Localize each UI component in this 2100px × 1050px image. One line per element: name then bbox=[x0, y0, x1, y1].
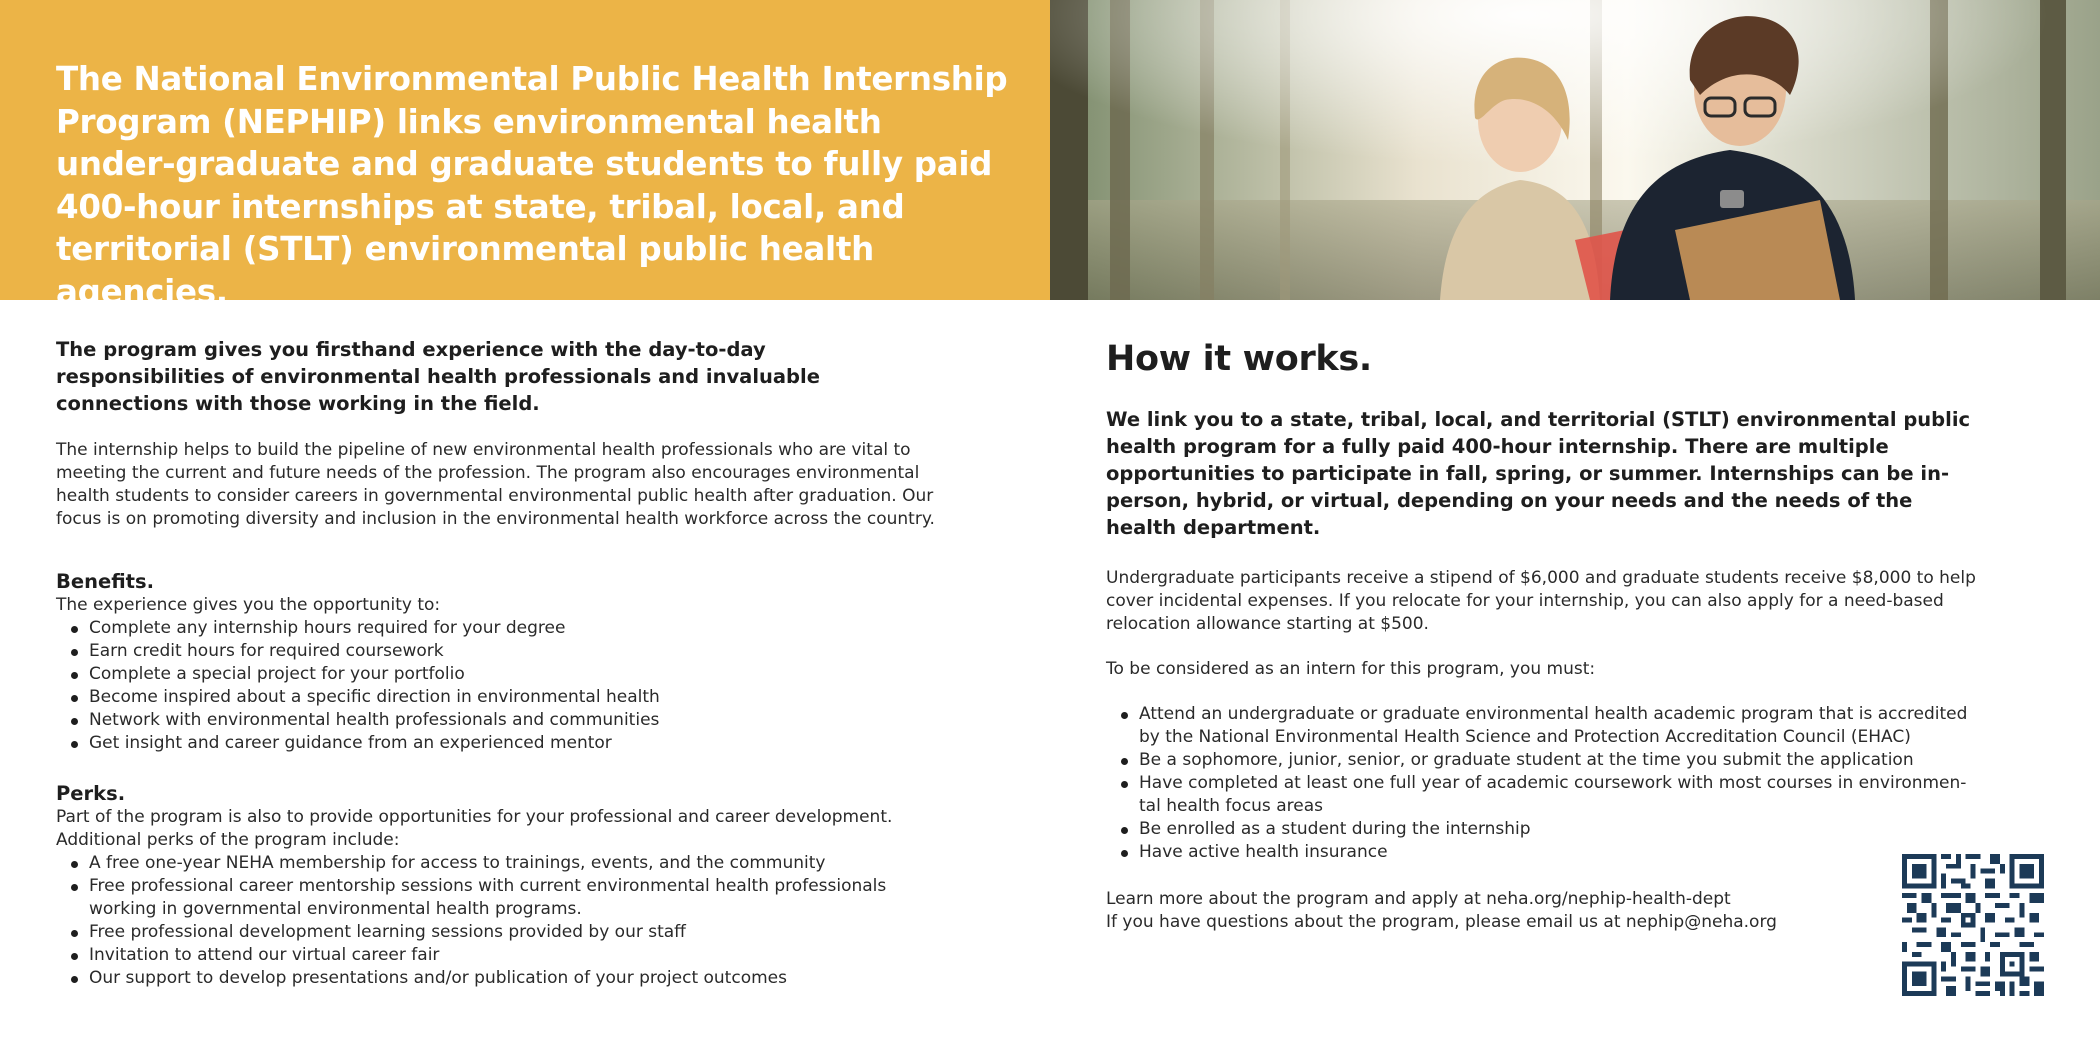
benefits-list bbox=[56, 617, 956, 755]
list-item: Free professional career mentorship sessions with current environmental health professionals working in governmental environmental health programs. bbox=[56, 875, 906, 921]
list-item: Complete any internship hours required for your degree bbox=[56, 617, 956, 640]
how-it-works-intro: We link you to a state, tribal, local, and territorial (STLT) environmental public health program for a fully paid 400-hour internship. There are multiple opportunities to participate in fall, spring, or summer. Internships can be in-person, hybrid, or virtual, depending on your needs and the needs of the health department. bbox=[1106, 408, 1971, 539]
perks-list bbox=[56, 852, 906, 990]
banner-headline: The National Environmental Public Health Internship Program (NEPHIP) links environmental health under-graduate and graduate students to fully paid 400-hour internships at state, tribal, local, and territorial (STLT) environmental public health agencies. bbox=[56, 60, 1008, 311]
learn-more-text: Learn more about the program and apply at neha.org/nephip-health-dept bbox=[1106, 889, 1731, 909]
list-item: Have active health insurance bbox=[1106, 841, 1986, 864]
stipend-text: Undergraduate participants receive a stipend of $6,000 and graduate students receive $8,000 to help cover incidental expenses. If you relocate for your internship, you can also apply for a need-based relocation allowance starting at $500. bbox=[1106, 568, 1976, 634]
how-it-works-title: How it works. bbox=[1106, 339, 1372, 379]
list-item: Invitation to attend our virtual career fair bbox=[56, 944, 906, 967]
hero-photo bbox=[1050, 0, 2100, 300]
list-item: A free one-year NEHA membership for access to trainings, events, and the community bbox=[56, 852, 906, 875]
list-item: Complete a special project for your portfolio bbox=[56, 663, 956, 686]
perks-title: Perks. bbox=[56, 782, 126, 805]
list-item: Our support to develop presentations and/or publication of your project outcomes bbox=[56, 967, 906, 990]
list-item: Have completed at least one full year of academic coursework with most courses in environmen-tal health focus areas bbox=[1106, 772, 1986, 818]
intro-bold: The program gives you firsthand experience with the day-to-day responsibilities of environmental health professionals and invaluable connections with those working in the field. bbox=[56, 338, 820, 415]
perks-intro: Part of the program is also to provide opportunities for your professional and career development. Additional perks of the program include: bbox=[56, 807, 893, 850]
list-item: Be a sophomore, junior, senior, or graduate student at the time you submit the application bbox=[1106, 749, 1986, 772]
benefits-intro: The experience gives you the opportunity to: bbox=[56, 595, 441, 615]
right-column bbox=[1106, 336, 2006, 934]
list-item: Free professional development learning sessions provided by our staff bbox=[56, 921, 906, 944]
list-item: Attend an undergraduate or graduate environmental health academic program that is accredited by the National Environmental Health Science and Protection Accreditation Council (EHAC) bbox=[1106, 703, 1986, 749]
list-item: Become inspired about a specific direction in environmental health bbox=[56, 686, 956, 709]
list-item: Be enrolled as a student during the internship bbox=[1106, 818, 1986, 841]
list-item: Earn credit hours for required coursework bbox=[56, 640, 956, 663]
requirements-intro: To be considered as an intern for this program, you must: bbox=[1106, 659, 1596, 679]
left-column bbox=[56, 336, 956, 990]
list-item: Network with environmental health professionals and communities bbox=[56, 709, 956, 732]
requirements-list bbox=[1106, 703, 1986, 864]
list-item: Get insight and career guidance from an experienced mentor bbox=[56, 732, 956, 755]
benefits-title: Benefits. bbox=[56, 570, 154, 593]
intro-body: The internship helps to build the pipeline of new environmental health professionals who are vital to meeting the current and future needs of the profession. The program also encourages environmental health students to consider careers in governmental environmental public health after graduation. Our focus is on promoting diversity and inclusion in the environmental health workforce across the country. bbox=[56, 440, 935, 529]
header-banner bbox=[0, 0, 1050, 311]
qr-code-icon bbox=[1902, 854, 2044, 996]
questions-text: If you have questions about the program, please email us at nephip@neha.org bbox=[1106, 912, 1777, 932]
